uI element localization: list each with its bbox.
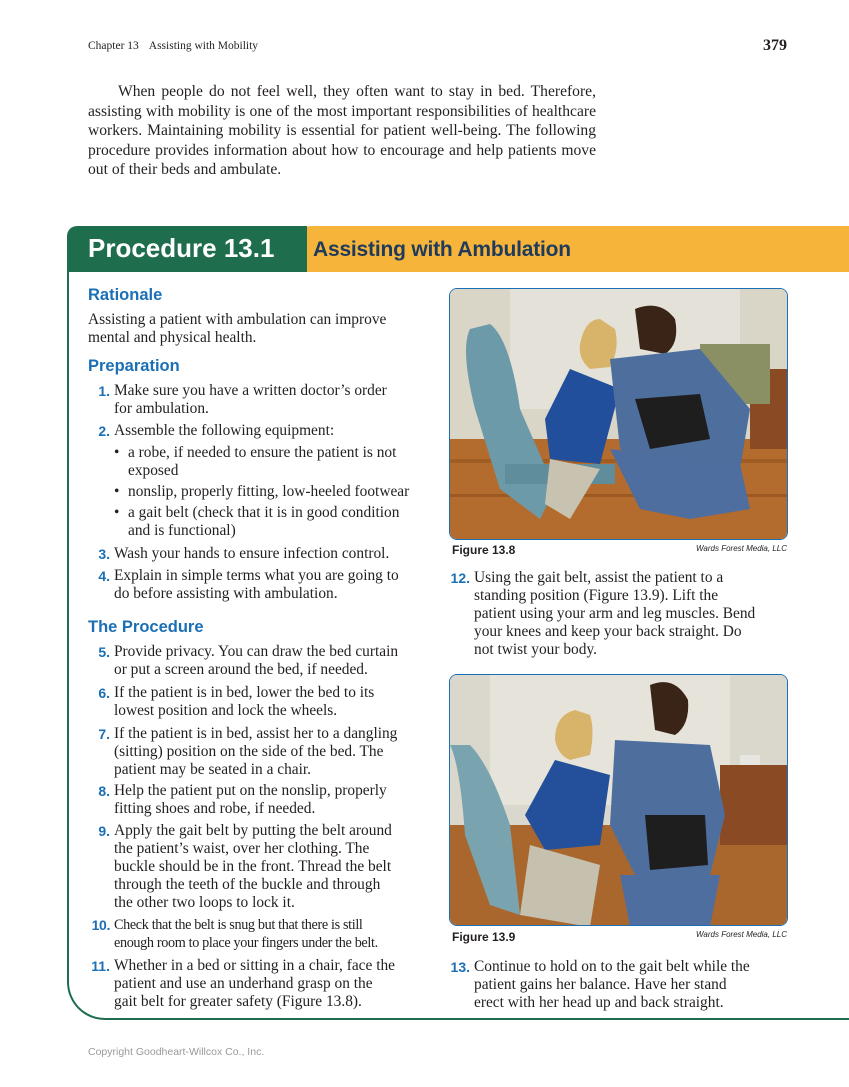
bullet-icon: • (114, 483, 120, 500)
step-number: 9. (98, 823, 110, 839)
step-text: enough room to place your fingers under the belt. (114, 935, 378, 951)
step-text: buckle should be in the front. Thread the belt (114, 858, 392, 875)
step-text: gait belt for greater safety (Figure 13.8). (114, 993, 362, 1010)
step-number: 8. (98, 783, 110, 799)
figure-credit: Wards Forest Media, LLC (696, 544, 787, 553)
photo-illustration (450, 675, 788, 926)
step-text: Wash your hands to ensure infection control. (114, 545, 390, 562)
step-text: erect with her head up and back straight. (474, 994, 724, 1011)
step-text: Provide privacy. You can draw the bed curtain (114, 643, 399, 660)
step-text: patient may be seated in a chair. (114, 761, 312, 778)
procedure-title: Assisting with Ambulation (313, 238, 571, 261)
step-text: Assemble the following equipment: (114, 422, 335, 439)
step-text: patient and use an underhand grasp on the (114, 975, 373, 992)
figure-label: Figure 13.9 (452, 930, 516, 944)
rationale-heading: Rationale (88, 286, 163, 304)
step-number: 6. (98, 685, 110, 701)
step-number: 7. (98, 726, 110, 742)
step-number: 13. (450, 959, 470, 975)
step-text: If the patient is in bed, assist her to a dangling (114, 725, 398, 742)
step-text: fitting shoes and robe, if needed. (114, 800, 316, 817)
bullet-icon: • (114, 444, 120, 461)
step-text: Whether in a bed or sitting in a chair, face the (114, 957, 395, 974)
figure-label: Figure 13.8 (452, 543, 516, 557)
step-text: lowest position and lock the wheels. (114, 702, 338, 719)
left-column (88, 286, 433, 1016)
step-number: 5. (98, 644, 110, 660)
bullet-text: a robe, if needed to ensure the patient is not (128, 444, 397, 461)
step-text: Help the patient put on the nonslip, properly (114, 782, 387, 799)
step-text: standing position (Figure 13.9). Lift the (474, 587, 719, 604)
step-number: 2. (98, 423, 110, 439)
right-step-12 (448, 569, 808, 669)
photo-illustration (450, 289, 788, 540)
chapter-number: Chapter 13 (88, 40, 139, 52)
step-text: patient gains her balance. Have her stand (474, 976, 727, 993)
step-text: Using the gait belt, assist the patient to a (474, 569, 724, 586)
bullet-text: and is functional) (128, 522, 236, 539)
running-header (88, 40, 258, 52)
step-text: or put a screen around the bed, if needed. (114, 661, 368, 678)
step-text: the patient’s waist, over her clothing. The (114, 840, 370, 857)
step-text: do before assisting with ambulation. (114, 585, 338, 602)
figure-credit: Wards Forest Media, LLC (696, 930, 787, 939)
step-text: (sitting) position on the side of the bed. The (114, 743, 384, 760)
step-number: 3. (98, 546, 110, 562)
step-number: 1. (98, 383, 110, 399)
step-number: 12. (450, 570, 470, 586)
bullet-text: a gait belt (check that it is in good condition (128, 504, 400, 521)
step-text: through the teeth of the buckle and through (114, 876, 381, 893)
figure-photo-13-9 (449, 674, 788, 926)
step-text: patient using your arm and leg muscles. Bend (474, 605, 756, 622)
bullet-text: exposed (128, 462, 179, 479)
step-text: Check that the belt is snug but that there is still (114, 917, 363, 933)
figure-photo-13-8 (449, 288, 788, 540)
chapter-title: Assisting with Mobility (148, 40, 259, 52)
step-text: not twist your body. (474, 641, 597, 658)
intro-paragraph: When people do not feel well, they often want to stay in bed. Therefore, assisting with mobility is one of the most important responsibilities of healthcare workers. Maintaining mobility is essential for patient well-being. The following procedure provides information about how to encourage and help patients move out of their beds and ambulate. (88, 83, 596, 178)
page-number: 379 (763, 37, 787, 54)
procedure-heading: The Procedure (88, 618, 204, 636)
rationale-line: mental and physical health. (88, 329, 257, 346)
step-text: Explain in simple terms what you are going to (114, 567, 399, 584)
step-text: Make sure you have a written doctor’s order (114, 382, 387, 399)
step-text: for ambulation. (114, 400, 209, 417)
bullet-icon: • (114, 504, 120, 521)
step-text: Continue to hold on to the gait belt while the (474, 958, 750, 975)
right-step-13 (448, 958, 808, 1018)
step-number: 10. (91, 917, 110, 933)
copyright-footer: Copyright Goodheart-Willcox Co., Inc. (88, 1046, 265, 1058)
step-text: the other two loops to lock it. (114, 894, 295, 911)
step-text: your knees and keep your back straight. Do (474, 623, 742, 640)
step-text: If the patient is in bed, lower the bed to its (114, 684, 375, 701)
step-number: 4. (98, 568, 110, 584)
step-number: 11. (91, 958, 110, 974)
preparation-heading: Preparation (88, 357, 180, 375)
procedure-label: Procedure 13.1 (88, 233, 275, 263)
step-text: Apply the gait belt by putting the belt around (114, 822, 392, 839)
rationale-line: Assisting a patient with ambulation can improve (88, 311, 387, 328)
bullet-text: nonslip, properly fitting, low-heeled footwear (128, 483, 410, 500)
